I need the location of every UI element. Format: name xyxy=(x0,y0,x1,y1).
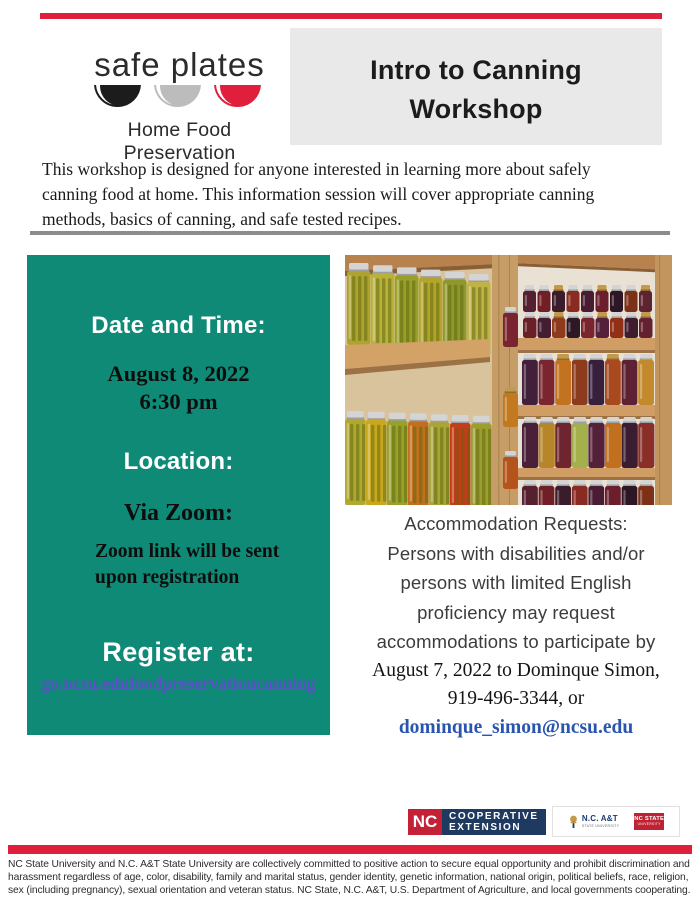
zoom-link-note-line2: upon registration xyxy=(95,567,240,588)
safe-plates-logo xyxy=(72,48,287,165)
bowls-icon xyxy=(72,85,287,115)
bowl-red-icon xyxy=(212,85,268,114)
ncat-name: N.C. A&T xyxy=(581,814,618,823)
intro-line: canning food at home. This information session will cover appropriate canning xyxy=(42,184,595,204)
accommodation-line: accommodations to participate by xyxy=(376,631,656,652)
register-label: Register at: xyxy=(102,637,255,667)
accommodation-line: persons with limited English xyxy=(400,572,632,593)
event-date: August 8, 2022 xyxy=(107,361,250,386)
pantry-photo-svg xyxy=(345,255,672,505)
ncat-subtitle: STATE UNIVERSITY xyxy=(581,823,620,828)
accommodation-phone-line: 919-496-3344, or xyxy=(447,687,585,709)
ncstate-line1: NC STATE xyxy=(634,815,665,822)
event-details-panel xyxy=(27,255,330,735)
ncat-torch-icon xyxy=(568,815,579,829)
accommodation-line: proficiency may request xyxy=(417,601,615,623)
intro-line: This workshop is designed for anyone interested in learning more about safely xyxy=(42,159,591,179)
gray-divider xyxy=(30,231,670,235)
accommodation-line: Persons with disabilities and/or xyxy=(387,542,645,564)
event-time: 6:30 pm xyxy=(139,389,218,414)
equal-opportunity-disclaimer xyxy=(8,859,694,898)
ncat-logo xyxy=(568,815,620,829)
pantry-photo xyxy=(345,255,672,505)
date-time-label: Date and Time: xyxy=(91,312,266,339)
location-label: Location: xyxy=(123,448,234,475)
bottom-red-bar xyxy=(8,845,692,854)
accommodation-contact-line: August 7, 2022 to Dominque Simon, xyxy=(372,659,660,681)
extension-line2: EXTENSION xyxy=(449,822,522,833)
ncat-wordmark xyxy=(582,815,620,828)
location-value: Via Zoom: xyxy=(123,500,234,526)
extension-nc-mark: NC xyxy=(408,809,442,835)
disclaimer-line: NC State University and N.C. A&T State University are collectively committed to positive action to secure equal opportunity and prohibit discrimination and xyxy=(8,859,690,870)
contact-email-link[interactable]: dominque_simon@ncsu.edu xyxy=(398,716,634,738)
intro-paragraph xyxy=(42,157,672,232)
bowl-gray-icon xyxy=(152,85,208,114)
ncstate-logo xyxy=(634,813,664,830)
bowl-black-icon xyxy=(92,85,148,114)
extension-line1: COOPERATIVE xyxy=(449,810,539,822)
registration-link[interactable]: go.ncsu.edufoodpreservationcanning xyxy=(41,673,316,693)
page-title-line1: Intro to Canning xyxy=(370,54,582,85)
disclaimer-line: harassment regardless of age, color, disability, family and marital status, gender identity, genetic information, national origin, political beliefs, race, religion, xyxy=(8,871,689,883)
partner-logos-box xyxy=(552,806,680,837)
brand-name: safe plates xyxy=(94,46,265,83)
nc-cooperative-extension-logo xyxy=(408,809,546,835)
intro-line: methods, basics of canning, and safe tested recipes. xyxy=(42,209,402,229)
title-box xyxy=(290,28,662,145)
disclaimer-line: sex (including pregnancy), sexual orientation and veteran status. NC State, N.C. A&T, U.S. Department of Agriculture, and local governments cooperating. xyxy=(8,884,691,896)
page-title-line2: Workshop xyxy=(409,93,543,124)
event-date-time xyxy=(27,360,330,416)
brand-tagline: Home Food Preservation xyxy=(123,119,236,164)
zoom-link-note xyxy=(27,539,330,591)
extension-wordmark xyxy=(442,809,546,835)
accommodation-block xyxy=(338,509,694,739)
ncstate-line2: UNIVERSITY xyxy=(637,822,661,827)
zoom-link-note-line1: Zoom link will be sent xyxy=(95,541,280,562)
accommodation-line: Accommodation Requests: xyxy=(404,513,628,534)
top-red-rule xyxy=(40,13,662,19)
